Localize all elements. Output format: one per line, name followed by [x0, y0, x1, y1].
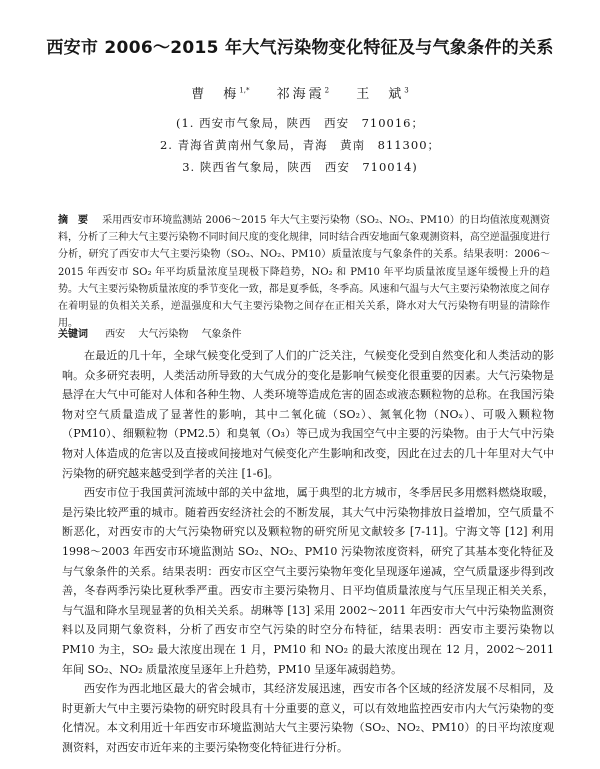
affiliation-line: 3. 陕西省气象局，陕西 西安 710014) — [182, 160, 418, 174]
author-list — [0, 83, 600, 102]
keyword: 气象条件 — [201, 329, 242, 340]
affiliation-line: (1. 西安市气象局，陕西 西安 710016； — [175, 116, 424, 130]
author-2 — [277, 87, 329, 102]
author-1 — [191, 87, 249, 102]
keyword: 大气污染物 — [138, 329, 189, 340]
body-paragraph: 西安作为西北地区最大的省会城市，其经济发展迅速，西安市各个区域的经济发展不尽相同，及时更新大气中主要污染物的研究时段具有十分重要的意义，可以有效地监控西安市内大气污染物的变化情况。本文利用近十年西安市环境监测站大气主要污染物（SO₂、NO₂、PM10）的日平均浓度观测资料，对西安市近年来的主要污染物变化特征进行分析。 — [62, 682, 554, 754]
author-affiliation-mark: 3 — [404, 86, 409, 95]
author-name: 祁海霞 — [276, 87, 325, 102]
body-paragraph: 在最近的几十年，全球气候变化受到了人们的广泛关注，气候变化受到自然变化和人类活动的影响。众多研究表明，人类活动所导致的大气成分的变化是影响气候变化很重要的因素。大气污染物是悬浮在大气中可能对人体和各种生物、人类环境等造成危害的固态或液态颗粒物的总称。在我国污染物对空气质量造成了显著性的影响，其中二氧化硫（SO₂）、氮氧化物（NOₓ）、可吸入颗粒物（PM10）、细颗粒物（PM2.5）和臭氧（O₃）等已成为我国空气中主要的污染物。由于大气中污染物对人体造成的危害以及直接或间接地对气候变化产生影响和改变，因此在过去的几十年里对大气中污染物的研究越来越受到学者的关注 [1-6]。 — [62, 349, 555, 480]
keyword: 西安 — [105, 329, 126, 340]
abstract-label: 摘 要 — [58, 215, 89, 226]
abstract — [58, 212, 550, 332]
author-affiliation-mark: 1,* — [239, 86, 250, 95]
body-paragraph: 西安市位于我国黄河流域中部的关中盆地，属于典型的北方城市，冬季居民多用燃料燃烧取暖，是污染比较严重的城市。随着西安经济社会的不断发展，其大气中污染物排放日益增加，空气质量不断恶化，对西安市的大气污染物研究以及颗粒物的研究所见文献较多 [7-11]。宁海文等 [12] 利用 1998～2003 年西安市环境监测站 SO₂、NO₂、PM10 污染物浓度资料，研究了其基本变化特征及与气象条件的关系。结果表明：西安市区空气主要污染物年变化呈现逐年递减，空气质量逐步得到改善，冬春两季污染比夏秋季严重。西安市主要污染物月、日平均值质量浓度与气压呈现正相关关系，与气温和降水呈现显著的负相关关系。胡琳等 [13] 采用 2002～2011 年西安市大气中污染物监测资料以及同期气象资料，分析了西安市空气污染的时空分布特征，结果表明：西安市主要污染物以 PM10 为主，SO₂ 最大浓度出现在 1 月，PM10 和 NO₂ 的最大浓度出现在 12 月，2002～2011 年间 SO₂、NO₂ 质量浓度呈逐年上升趋势，PM10 呈逐年减弱趋势。 — [62, 486, 554, 676]
keywords — [58, 325, 550, 340]
abstract-text: 采用西安市环境监测站 2006～2015 年大气主要污染物（SO₂、NO₂、PM10）的日均值浓度观测资料，分析了三种大气主要污染物不同时间尺度的变化规律，同时结合西安地面气象观测资料，高空逆温强度进行分析，研究了西安市大气主要污染物（SO₂、NO₂、PM10）质量浓度与气象条件的关系。结果表明：2006～2015 年西安市 SO₂ 年平均质量浓度呈现极下降趋势，NO₂ 和 PM10 年平均质量浓度呈逐年缓慢上升的趋势。大气主要污染物质量浓度的季节变化一致，都是夏季低，冬季高。风速和气温与大气主要污染物浓度之间存在着明显的负相关关系，逆温强度和大气主要污染物之间存在正相关关系，降水对大气污染物有明显的清除作用。 — [58, 215, 550, 330]
affiliation-line: 2. 青海省黄南州气象局，青海 黄南 811300； — [159, 138, 441, 152]
body-text — [62, 346, 554, 757]
author-name: 曹 梅 — [191, 87, 240, 102]
author-3 — [356, 87, 408, 102]
author-name: 王 斌 — [356, 87, 405, 102]
paper-title: 西安市 2006～2015 年大气污染物变化特征及与气象条件的关系 — [46, 38, 554, 58]
author-affiliation-mark: 2 — [324, 86, 330, 95]
keywords-label: 关键词 — [58, 329, 88, 340]
